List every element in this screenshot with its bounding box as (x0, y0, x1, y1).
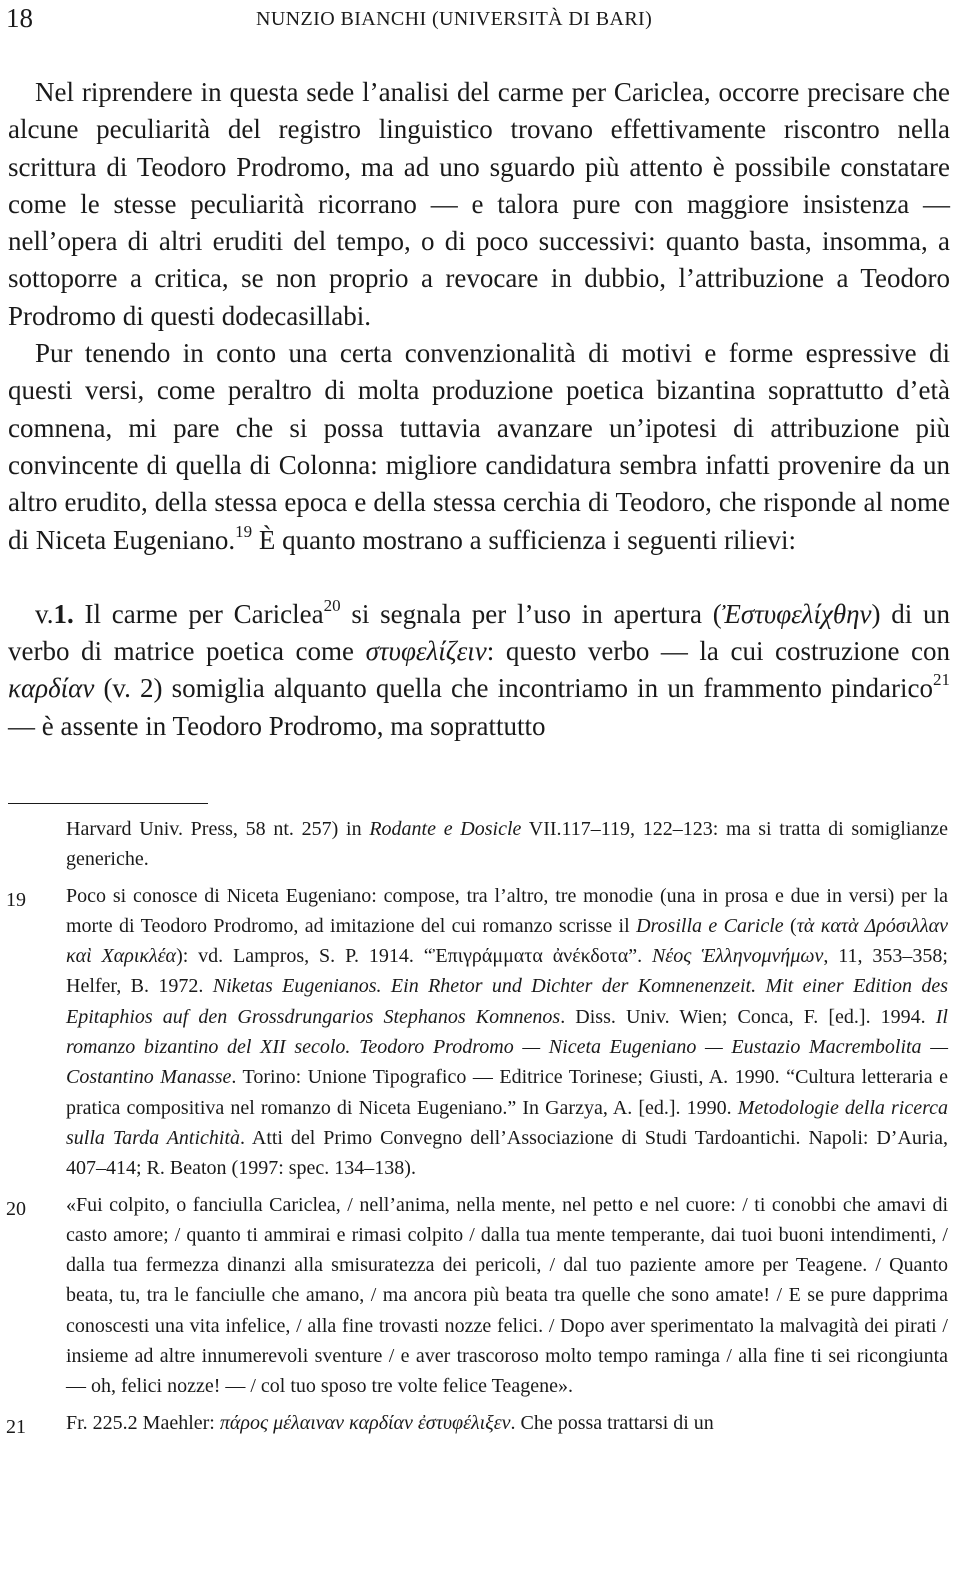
footnote-21: 21 Fr. 225.2 Maehler: πάρος μέλαιναν καρδίαν ἐστυφέλιξεν. Che possa trattarsi di un (0, 1408, 960, 1438)
main-text (8, 74, 950, 745)
page-number: 18 (6, 3, 33, 33)
footnote-number: 21 (6, 1415, 26, 1438)
footnote-20: 20 «Fui colpito, o fanciulla Cariclea, / nell’anima, nella mente, nel petto e nel cuore: / ti conobbi che amavi di casto amore; / quanto ti ammirai e rimasi colpito / dalla tua mente temperante, dai tuoi buoni intendimenti, / dalla tua fermezza dinanzi alla smisuratezza dei pericoli, / dal tuo paziente amore per Teagene. / Quanto beata, tu, tra le fanciulle che amano, / ma ancora più beata tra quelle che sono amate! / E se pure dapprima conoscesti una vita infelice, / alla fine trovasti nozze felici. / Dopo aver sperimentato la malvagità dei pirati / insieme ad altre innumerevoli sventure / e aver trascoroso molto tempo raminga / alla fine ti sei ricongiunta — oh, felici nozze! — / col tuo sposo tre volte felice Teagene». (6, 1193, 948, 1398)
paragraph: v.1. Il carme per Cariclea$^{20}$ si segnala per l’uso in apertura (Ἐστυφελίχθην) di un verbo di matrice poetica come στυφελίζειν: questo verbo — la cui costruzione con καρδίαν (v. 2) somiglia alquanto quella che incontriamo in un frammento pindarico$^{21}$ — è assente in Teodoro Prodromo, ma soprattutto (8, 595, 950, 741)
footnote-continued: Harvard Univ. Press, 58 nt. 257) in Rodante e Dosicle VII.117–119, 122–123: ma si tratta di somiglianze generiche. (66, 818, 949, 871)
greek-term: Ἐστυφελίχθην (721, 598, 872, 629)
page-header (0, 3, 960, 33)
paragraph: Nel riprendere in questa sede l’analisi del carme per Cariclea, occorre precisare che alcune peculiarità del registro linguistico trovano effettivamente riscontro nella scrittura di Teodoro Prodromo, ma ad uno sguardo più attento è possibile constatare come le stesse peculiarità ricorrano — e talora pure con maggiore insistenza — nell’opera di altri eruditi del tempo, o di poco successivi: quanto basta, insomma, a sottoporre a critica, se non proprio a revocare in dubbio, l’attribuzione a Teodoro Prodromo di questi dodecasillabi. (8, 77, 950, 331)
running-head: NUNZIO BIANCHI (UNIVERSITÀ DI BARI) (256, 8, 653, 30)
footnote-number: 20 (6, 1197, 26, 1220)
paragraph-gap (8, 559, 950, 596)
footnote-number: 19 (6, 888, 26, 911)
footnote-ref-20[interactable]: 20 (323, 595, 341, 615)
footnote-ref-19[interactable]: 19 (235, 521, 253, 541)
paragraph: Pur tenendo in conto una certa convenzionalità di motivi e forme espressive di questi versi, come peraltro di molta produzione poetica bizantina soprattutto d’età comnena, mi pare che si possa tuttavia avanzare un’ipotesi di attribuzione più convincente di quella di Colonna: migliore candidatura sembra infatti provenire da un altro erudito, della stessa epoca e della stessa cerchia di Teodoro, che risponde al nome di Niceta Eugeniano.$^{19}$ È quanto mostrano a sufficienza i seguenti rilievi: (8, 338, 950, 555)
footnote-separator (8, 803, 208, 804)
greek-term: καρδίαν (8, 673, 95, 704)
footnotes (0, 814, 960, 1444)
footnote-19: 19 Poco si conosce di Niceta Eugeniano: compose, tra l’altro, tre monodie (una in prosa e due in versi) per la morte di Teodoro Prodromo, ad imitazione del cui romanzo scrisse il Drosilla e Caricle (τὰ κατὰ Δρόσιλλαν καὶ Χαρικλέα): vd. Lampros, S. P. 1914. “Ἐπιγράμματα ἀνέκδοτα”. Νέος Ἑλληνομνήμων, 11, 353–358; Helfer, B. 1972. Niketas Eugenianos. Ein Rhetor und Dichter der Komnenenzeit. Mit einer Edition des Epitaphios auf den Grossdrungarios Stephanos Komnenos. Diss. Univ. Wien; Conca, F. [ed.]. 1994. Il romanzo bizantino del XII secolo. Teodoro Prodromo — Niceta Eugeniano — Eustazio Macrembolita — Costantino Manasse. Torino: Unione Tipografico — Editrice Torinese; Giusti, A. 1990. “Cultura letteraria e pratica compositiva nel romanzo di Niceta Eugeniano.” In Garzya, A. [ed.]. 1990. Metodologie della ricerca sulla Tarda Antichità. Atti del Primo Convegno dell’Associazione di Studi Tardoantichi. Napoli: D’Auria, 407–414; R. Beaton (1997: spec. 134–138). (6, 884, 949, 1180)
footnote-ref-21[interactable]: 21 (933, 670, 950, 690)
greek-term: στυφελίζειν (365, 636, 487, 667)
